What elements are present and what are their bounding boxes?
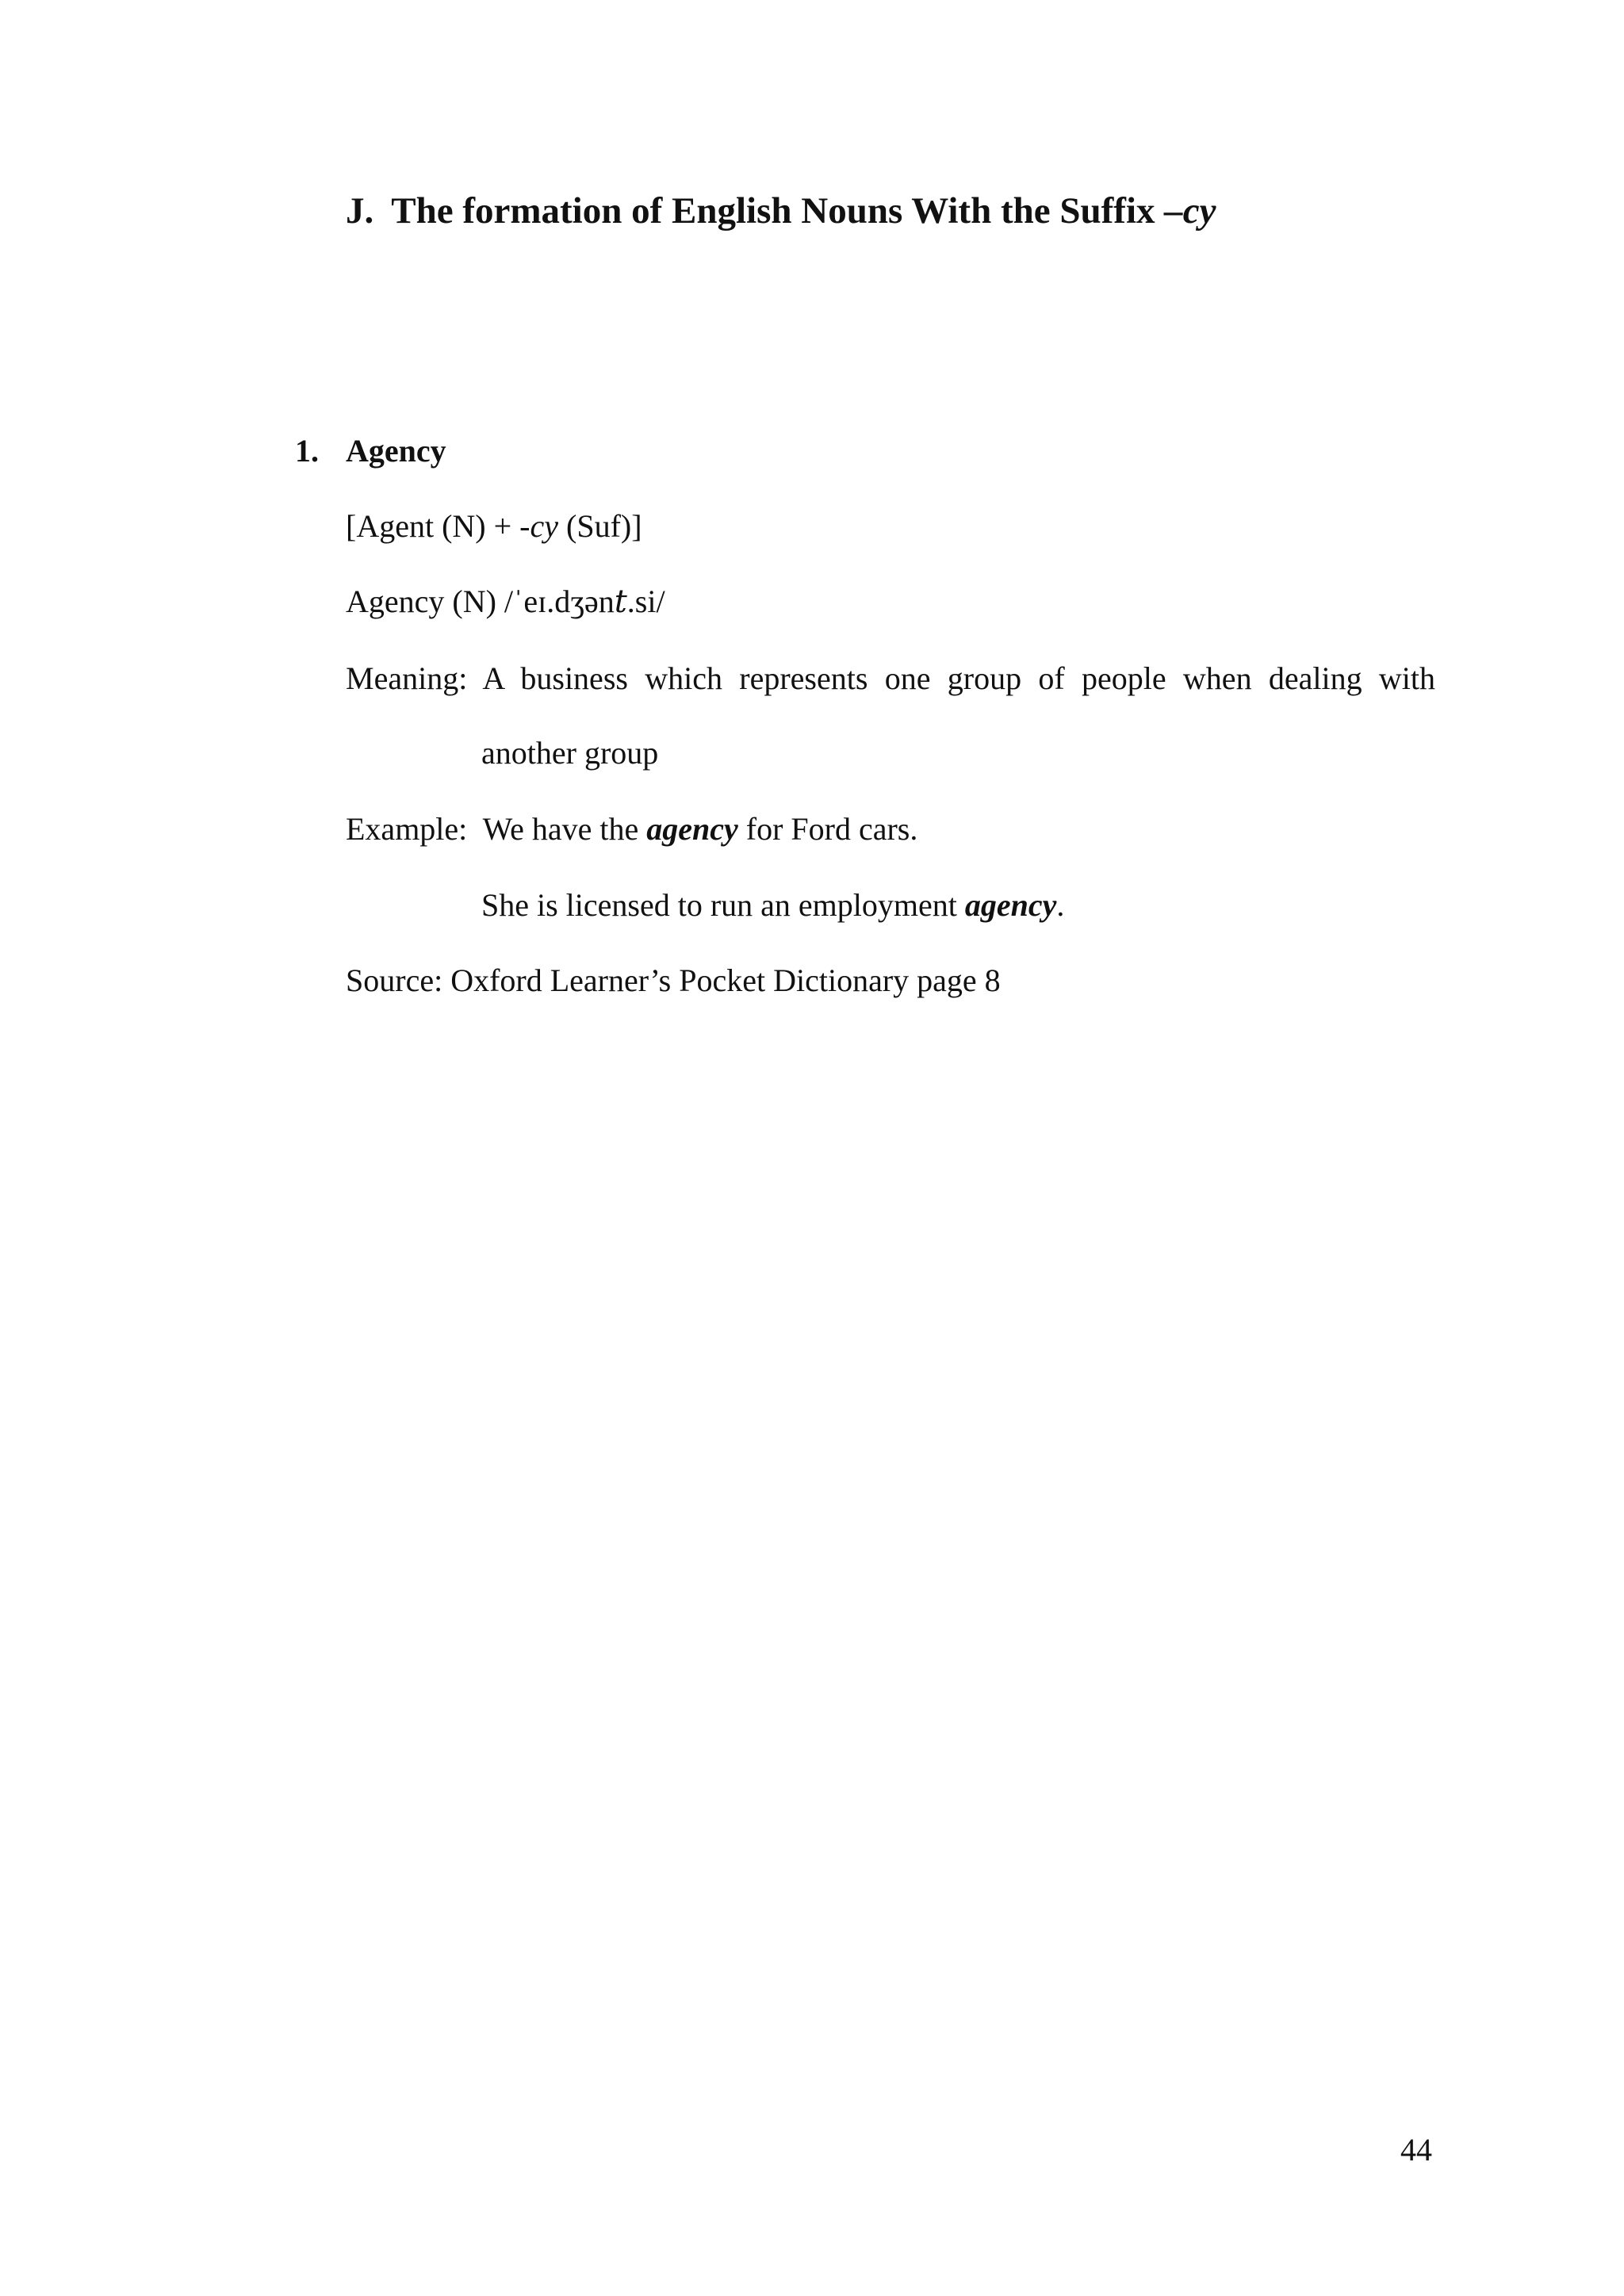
example-2-before: She is licensed to run an employment <box>481 887 965 923</box>
word-formation <box>346 507 642 545</box>
page-number: 44 <box>1400 2132 1432 2168</box>
entry-title <box>295 432 446 470</box>
example-label: Example: <box>346 811 468 847</box>
example-2-keyword: agency <box>964 887 1057 923</box>
meaning-label: Meaning: <box>346 660 468 696</box>
meaning-line-2: another group <box>481 735 659 771</box>
section-heading <box>346 189 1216 233</box>
example-1-before: We have the <box>482 811 647 847</box>
entry-number: 1. <box>295 433 319 469</box>
meaning-line-1 <box>346 660 1435 698</box>
example-2-after: . <box>1056 887 1065 923</box>
section-heading-suffix: –cy <box>1164 190 1216 232</box>
section-heading-text: The formation of English Nouns With the Suffix <box>391 190 1155 232</box>
formation-suffix: cy <box>530 508 558 544</box>
formation-open: [Agent (N) + - <box>346 508 530 544</box>
pronunciation: Agency (N) /ˈeɪ.dʒən𝑡.si/ <box>346 584 665 619</box>
example-1-keyword: agency <box>646 811 738 847</box>
formation-close: (Suf)] <box>558 508 642 544</box>
example-line-2 <box>481 886 1064 924</box>
example-line-1 <box>346 810 917 848</box>
example-1-after: for Ford cars. <box>737 811 918 847</box>
section-letter: J. <box>346 190 374 232</box>
source-line: Source: Oxford Learner’s Pocket Dictionary page 8 <box>346 962 1001 998</box>
meaning-text-1: A business which represents one group of people when dealing with <box>482 660 1435 696</box>
entry-word: Agency <box>346 433 446 469</box>
